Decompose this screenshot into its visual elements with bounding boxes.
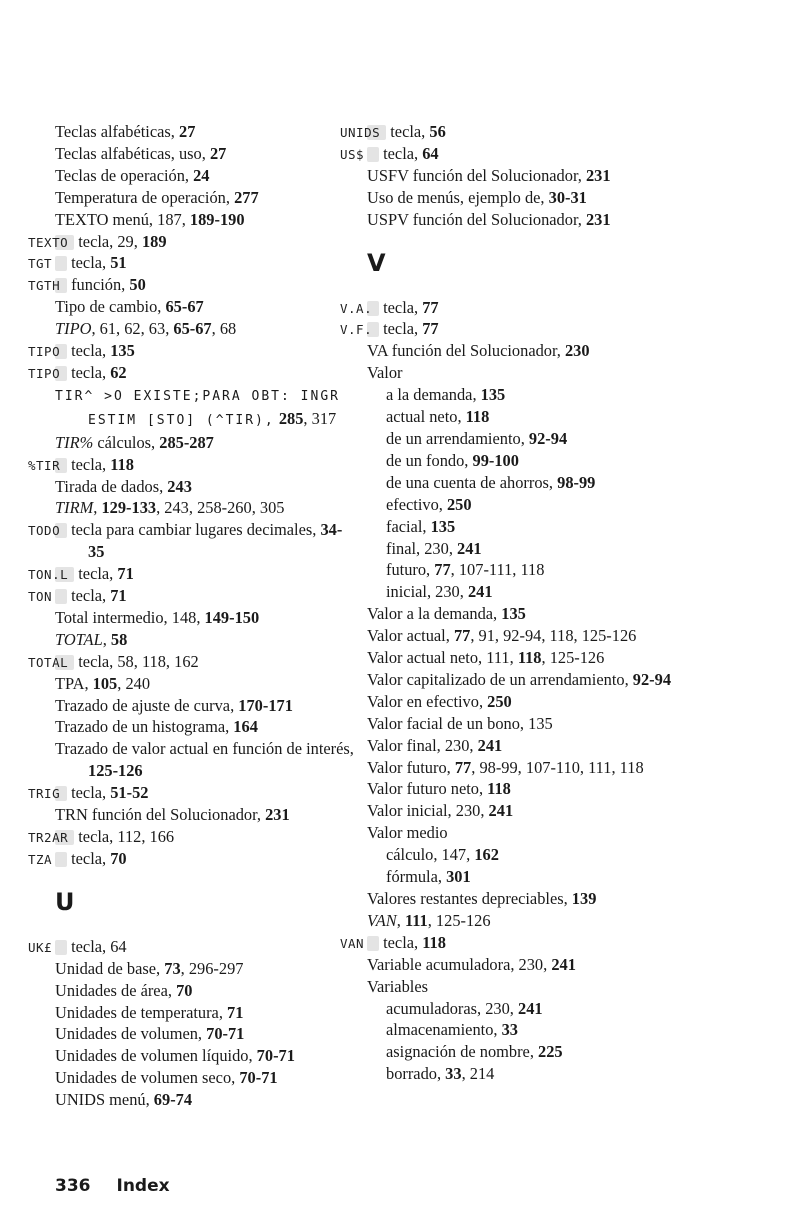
entry-text: borrado,	[386, 1064, 446, 1084]
key-label: VAN	[367, 936, 379, 951]
index-entry	[28, 362, 355, 384]
page-ref-primary: 285	[278, 408, 304, 428]
entry-text: Unidades de volumen seco,	[55, 1068, 240, 1088]
entry-text: tecla,	[67, 783, 111, 803]
index-entry	[340, 121, 687, 143]
page-ref-primary: 70-71	[256, 1046, 295, 1066]
entry-text: TPA,	[55, 673, 93, 693]
index-entry	[55, 1023, 355, 1045]
index-entry	[28, 274, 355, 296]
index-entry	[340, 932, 687, 954]
entry-text: UNIDS menú,	[55, 1090, 154, 1110]
key-label: TIPO	[55, 366, 67, 381]
index-entry	[367, 910, 687, 932]
index-entry	[55, 497, 355, 519]
index-entry	[340, 318, 687, 340]
section-letter: U	[55, 887, 75, 916]
index-entry	[367, 713, 687, 735]
key-label: TEXTO	[55, 235, 74, 250]
entry-text: Teclas alfabéticas,	[55, 122, 179, 141]
index-subentry	[367, 450, 687, 472]
page-ref-primary: 139	[571, 889, 597, 908]
index-entry	[55, 716, 355, 738]
index-entry	[28, 936, 355, 958]
entry-text: Temperatura de operación,	[55, 187, 235, 207]
page-ref-primary: 135	[110, 341, 135, 361]
index-entry	[367, 340, 687, 362]
entry-text: futuro,	[386, 560, 435, 580]
index-entry	[28, 848, 355, 870]
page-ref-primary: 24	[193, 165, 210, 185]
index-entry	[28, 651, 355, 673]
page-ref-primary: 92-94	[632, 669, 672, 689]
entry-text: tecla,	[67, 341, 111, 361]
page-ref-primary: 162	[474, 845, 499, 865]
page-ref-primary: 33	[501, 1020, 518, 1040]
entry-text: tecla, 64	[67, 936, 127, 956]
page-ref-primary: 149-150	[204, 607, 260, 627]
key-label: TODO	[55, 523, 67, 538]
page-ref-primary: 92-94	[528, 428, 568, 448]
entry-text: Trazado de valor actual en función de interés,	[55, 739, 354, 759]
key-label: TGT	[55, 256, 67, 271]
page-refs: , 296-297	[180, 958, 244, 978]
entry-text: Unidades de área,	[55, 980, 177, 1000]
index-entry	[55, 607, 355, 629]
page-ref-primary: 77	[422, 297, 439, 317]
entry-text: actual neto,	[386, 407, 466, 427]
entry-text: a la demanda,	[386, 385, 481, 405]
page-ref-primary: 118	[465, 407, 490, 427]
key-label: TZA	[55, 852, 67, 867]
page-refs: , 125-126	[427, 910, 491, 930]
entry-text: Trazado de un histograma,	[55, 717, 234, 737]
index-entry	[367, 757, 687, 779]
page-ref-primary: 33	[445, 1064, 462, 1084]
page-ref-primary: 77	[453, 626, 471, 646]
entry-text: efectivo,	[386, 494, 447, 514]
index-entry	[55, 1089, 355, 1111]
page-refs: , 214	[461, 1064, 495, 1084]
entry-text: ,	[102, 629, 111, 649]
page-ref-primary: 65-67	[173, 319, 212, 339]
entry-text: tecla,	[67, 362, 111, 382]
index-subentry	[367, 998, 687, 1020]
key-label: TIPO	[55, 344, 67, 359]
entry-text: Unidades de volumen,	[55, 1024, 207, 1044]
index-entry	[55, 804, 355, 826]
index-entry	[55, 384, 355, 432]
index-entry	[55, 980, 355, 1002]
index-entry	[28, 563, 355, 585]
page-ref-primary: 125-126	[88, 761, 143, 781]
index-entry	[28, 826, 355, 848]
page-ref-primary: 62	[110, 362, 127, 382]
entry-text: tecla,	[74, 564, 118, 584]
entry-text: tecla,	[67, 848, 111, 868]
page-refs: , 107-111, 118	[450, 560, 545, 580]
index-entry	[28, 585, 355, 607]
index-entry	[340, 143, 687, 165]
page-ref-primary: 27	[179, 122, 196, 141]
index-entry	[367, 976, 687, 998]
entry-text: tecla,	[67, 586, 111, 606]
index-entry	[55, 1002, 355, 1024]
entry-text: Valor actual neto, 111,	[367, 648, 518, 668]
index-entry	[28, 252, 355, 274]
page-ref-primary: 34-35	[88, 520, 343, 562]
entry-text: Valor futuro,	[367, 757, 455, 777]
page-ref-primary: 71	[117, 564, 134, 584]
page-refs: , 317	[303, 408, 337, 428]
entry-text: Teclas de operación,	[55, 165, 194, 185]
page-ref-primary: 118	[422, 932, 446, 952]
page-ref-primary: 50	[129, 275, 146, 295]
index-subentry	[367, 538, 687, 560]
index-entry	[55, 1045, 355, 1067]
index-entry	[340, 297, 687, 319]
index-entry	[28, 519, 355, 563]
page-ref-primary: 70	[176, 980, 193, 1000]
entry-text: Valor inicial, 230,	[367, 801, 489, 821]
page-ref-primary: 30-31	[548, 187, 587, 207]
index-entry	[55, 958, 355, 980]
entry-text: VA función del Solucionador,	[367, 341, 565, 361]
index-entry	[55, 209, 355, 231]
page-ref-primary: 241	[518, 998, 543, 1018]
page-ref-primary: 70-71	[239, 1068, 278, 1088]
entry-text: ,	[396, 910, 405, 930]
page-ref-primary: 71	[110, 586, 127, 606]
index-entry	[367, 822, 687, 844]
page-refs: , 125-126	[541, 648, 605, 668]
index-entry	[55, 629, 355, 651]
index-column-left	[28, 121, 355, 1111]
index-entry	[55, 432, 355, 454]
entry-text: tecla para cambiar lugares decimales,	[67, 520, 321, 540]
index-subentry	[367, 844, 687, 866]
entry-text: Unidad de base,	[55, 958, 165, 978]
entry-text: Unidades de volumen líquido,	[55, 1046, 257, 1066]
page-ref-primary: 70-71	[206, 1024, 245, 1044]
page-ref-primary: 73	[164, 958, 181, 978]
key-label: TON	[55, 589, 67, 604]
index-subentry	[367, 516, 687, 538]
index-entry	[55, 187, 355, 209]
page-ref-primary: 189	[141, 231, 167, 251]
page-ref-primary: 105	[92, 673, 118, 693]
key-label: TRIG	[55, 786, 67, 801]
entry-text: de un arrendamiento,	[386, 428, 529, 448]
page-ref-primary: 230	[564, 341, 590, 361]
entry-text: inicial, 230,	[386, 582, 468, 602]
index-column-right	[340, 121, 687, 1085]
entry-text: Total intermedio, 148,	[55, 607, 205, 627]
page-ref-primary: 51-52	[110, 783, 149, 803]
entry-text: Valor futuro neto,	[367, 779, 488, 799]
index-entry	[367, 625, 687, 647]
entry-text: Variables	[367, 976, 428, 996]
entry-term-italic: TOTAL	[55, 629, 103, 649]
index-entry	[55, 121, 355, 143]
entry-text: tecla,	[379, 297, 423, 317]
key-label: V.F.	[367, 322, 379, 337]
index-entry	[367, 362, 687, 384]
page-ref-primary: 225	[538, 1042, 563, 1062]
entry-text: TEXTO menú, 187,	[55, 209, 190, 229]
page-ref-primary: 135	[430, 516, 456, 536]
index-entry	[28, 340, 355, 362]
entry-text: Unidades de temperatura,	[55, 1002, 228, 1022]
entry-text: tecla,	[379, 319, 423, 339]
page-ref-primary: 65-67	[165, 297, 204, 317]
page-ref-primary: 99-100	[472, 450, 519, 470]
index-entry	[367, 165, 687, 187]
entry-text: tecla, 112, 166	[74, 827, 175, 846]
entry-text: Valores restantes depreciables,	[367, 889, 572, 908]
page-refs: , 243, 258-260, 305	[156, 498, 285, 518]
entry-text: Valor final, 230,	[367, 735, 478, 755]
index-subentry	[367, 866, 687, 888]
page-ref-primary: 241	[467, 582, 493, 602]
index-subentry	[367, 1019, 687, 1041]
index-entry	[55, 143, 355, 165]
page-ref-primary: 77	[434, 560, 451, 580]
index-subentry	[367, 406, 687, 428]
index-subentry	[367, 384, 687, 406]
entry-text: Valor a la demanda,	[367, 604, 502, 624]
page-refs: , 240	[117, 673, 151, 693]
index-subentry	[367, 1041, 687, 1063]
entry-text: de una cuenta de ahorros,	[386, 472, 558, 492]
page-ref-primary: 164	[233, 717, 258, 737]
key-label: TR2AR	[55, 830, 74, 845]
entry-text: tecla, 29,	[74, 231, 142, 251]
entry-text: USPV función del Solucionador,	[367, 209, 586, 229]
section-letter: V	[367, 248, 386, 277]
index-entry	[367, 691, 687, 713]
page-refs: , 68	[211, 319, 237, 339]
entry-text: TRN función del Solucionador,	[55, 805, 266, 825]
entry-text: Valor facial de un bono, 135	[367, 713, 553, 733]
key-label: %TIR	[55, 458, 67, 473]
page-ref-primary: 243	[167, 476, 192, 496]
page-ref-primary: 118	[110, 454, 134, 474]
index-entry	[55, 296, 355, 318]
index-subentry	[367, 428, 687, 450]
page-ref-primary: 70	[110, 848, 127, 868]
entry-text: Valor en efectivo,	[367, 691, 488, 711]
index-entry	[367, 800, 687, 822]
index-entry	[367, 888, 687, 910]
entry-text: función,	[67, 275, 130, 295]
key-label: TGTH	[55, 278, 67, 293]
index-subentry	[367, 472, 687, 494]
entry-term-italic: TIRM	[55, 498, 94, 518]
page-ref-primary: 241	[488, 801, 514, 821]
entry-text: facial,	[386, 516, 431, 536]
entry-text: fórmula,	[386, 867, 447, 887]
page-ref-primary: 231	[585, 209, 611, 229]
page-ref-primary: 77	[454, 757, 472, 777]
entry-text: Trazado de ajuste de curva,	[55, 695, 239, 715]
entry-text: final, 230,	[386, 538, 458, 558]
page-ref-primary: 51	[110, 253, 127, 273]
entry-text: Variable acumuladora, 230,	[367, 954, 552, 974]
page-ref-primary: 231	[585, 165, 611, 185]
index-entry	[55, 1067, 355, 1089]
entry-term-italic: VAN	[367, 910, 397, 930]
index-entry	[55, 318, 355, 340]
page-ref-primary: 135	[480, 385, 506, 405]
page-ref-primary: 27	[209, 143, 227, 163]
entry-text: acumuladoras, 230,	[386, 998, 518, 1018]
index-entry	[55, 476, 355, 498]
page-ref-primary: 241	[551, 954, 576, 974]
entry-text: asignación de nombre,	[386, 1042, 539, 1062]
index-subentry	[367, 494, 687, 516]
page-ref-primary: 285-287	[159, 432, 214, 452]
page-ref-primary: 189-190	[189, 209, 245, 229]
entry-text: tecla,	[386, 122, 430, 141]
key-label: V.A.	[367, 301, 379, 316]
page-ref-primary: 231	[265, 805, 290, 825]
entry-text: Tipo de cambio,	[55, 297, 166, 317]
index-entry	[367, 209, 687, 231]
entry-text: tecla,	[379, 932, 423, 952]
entry-text: USFV función del Solucionador,	[367, 165, 586, 185]
index-subentry	[367, 581, 687, 603]
page-ref-primary: 250	[487, 691, 512, 711]
index-entry	[55, 673, 355, 695]
key-label: US$	[367, 147, 379, 162]
index-entry	[55, 165, 355, 187]
key-label: TON.L	[55, 567, 74, 582]
entry-text: almacenamiento,	[386, 1020, 502, 1040]
display-message: TIR^ >O EXISTE;PARA OBT: INGR ESTIM [STO] (^TIR),	[55, 388, 340, 428]
page-number: 336	[55, 1176, 91, 1196]
page-ref-primary: 241	[457, 538, 482, 558]
entry-text: tecla,	[67, 253, 111, 273]
index-entry	[28, 231, 355, 253]
page-footer	[55, 1176, 170, 1196]
page-ref-primary: 77	[422, 319, 439, 339]
entry-text: Teclas alfabéticas, uso,	[55, 143, 210, 163]
entry-text: Tirada de dados,	[55, 476, 168, 496]
page-ref-primary: 129-133	[101, 498, 157, 518]
page-ref-primary: 301	[446, 867, 471, 887]
index-subentry	[367, 559, 687, 581]
index-entry	[367, 187, 687, 209]
index-entry	[367, 954, 687, 976]
page-ref-primary: 277	[234, 187, 259, 207]
key-label: TOTAL	[55, 655, 74, 670]
page-ref-primary: 118	[487, 779, 511, 799]
entry-text: ,	[93, 498, 102, 518]
entry-term-italic: TIPO	[55, 319, 92, 339]
page-refs: , 91, 92-94, 118, 125-126	[470, 626, 637, 646]
index-entry	[367, 603, 687, 625]
entry-text: Valor medio	[367, 823, 448, 843]
page-ref-primary: 135	[501, 604, 526, 624]
entry-text: Valor capitalizado de un arrendamiento,	[367, 669, 633, 689]
page-ref-primary: 250	[446, 494, 472, 514]
entry-text: tecla, 58, 118, 162	[74, 651, 199, 671]
page-refs: , 98-99, 107-110, 111, 118	[471, 757, 644, 777]
entry-text: tecla,	[379, 143, 423, 163]
entry-text: Valor	[367, 363, 403, 383]
page-ref-primary: 58	[110, 629, 128, 649]
entry-text: Uso de menús, ejemplo de,	[367, 187, 549, 207]
entry-text: cálculo, 147,	[386, 845, 475, 865]
index-entry	[55, 695, 355, 717]
index-entry	[28, 782, 355, 804]
index-entry	[367, 647, 687, 669]
entry-text: cálculos,	[93, 432, 160, 452]
page-ref-primary: 111	[404, 910, 428, 930]
key-label: UNIDS	[367, 125, 386, 140]
entry-text: Valor actual,	[367, 626, 454, 646]
entry-term-italic: TIR%	[55, 432, 94, 452]
page-ref-primary: 71	[227, 1002, 244, 1022]
page-ref-primary: 69-74	[153, 1090, 193, 1110]
index-entry	[367, 778, 687, 800]
entry-text: tecla,	[67, 454, 111, 474]
index-entry	[367, 669, 687, 691]
page-ref-primary: 241	[477, 735, 503, 755]
page-ref-primary: 98-99	[557, 472, 596, 492]
index-entry	[55, 738, 355, 782]
index-subentry	[367, 1063, 687, 1085]
entry-text: de un fondo,	[386, 450, 473, 470]
page-ref-primary: 118	[517, 648, 542, 668]
index-entry	[367, 735, 687, 757]
page-ref-primary: 56	[429, 122, 446, 141]
index-entry	[28, 454, 355, 476]
entry-text: , 61, 62, 63,	[91, 319, 174, 339]
page-ref-primary: 64	[422, 143, 439, 163]
page-ref-primary: 170-171	[238, 695, 293, 715]
key-label: UK£	[55, 940, 67, 955]
section-name: Index	[116, 1176, 170, 1196]
